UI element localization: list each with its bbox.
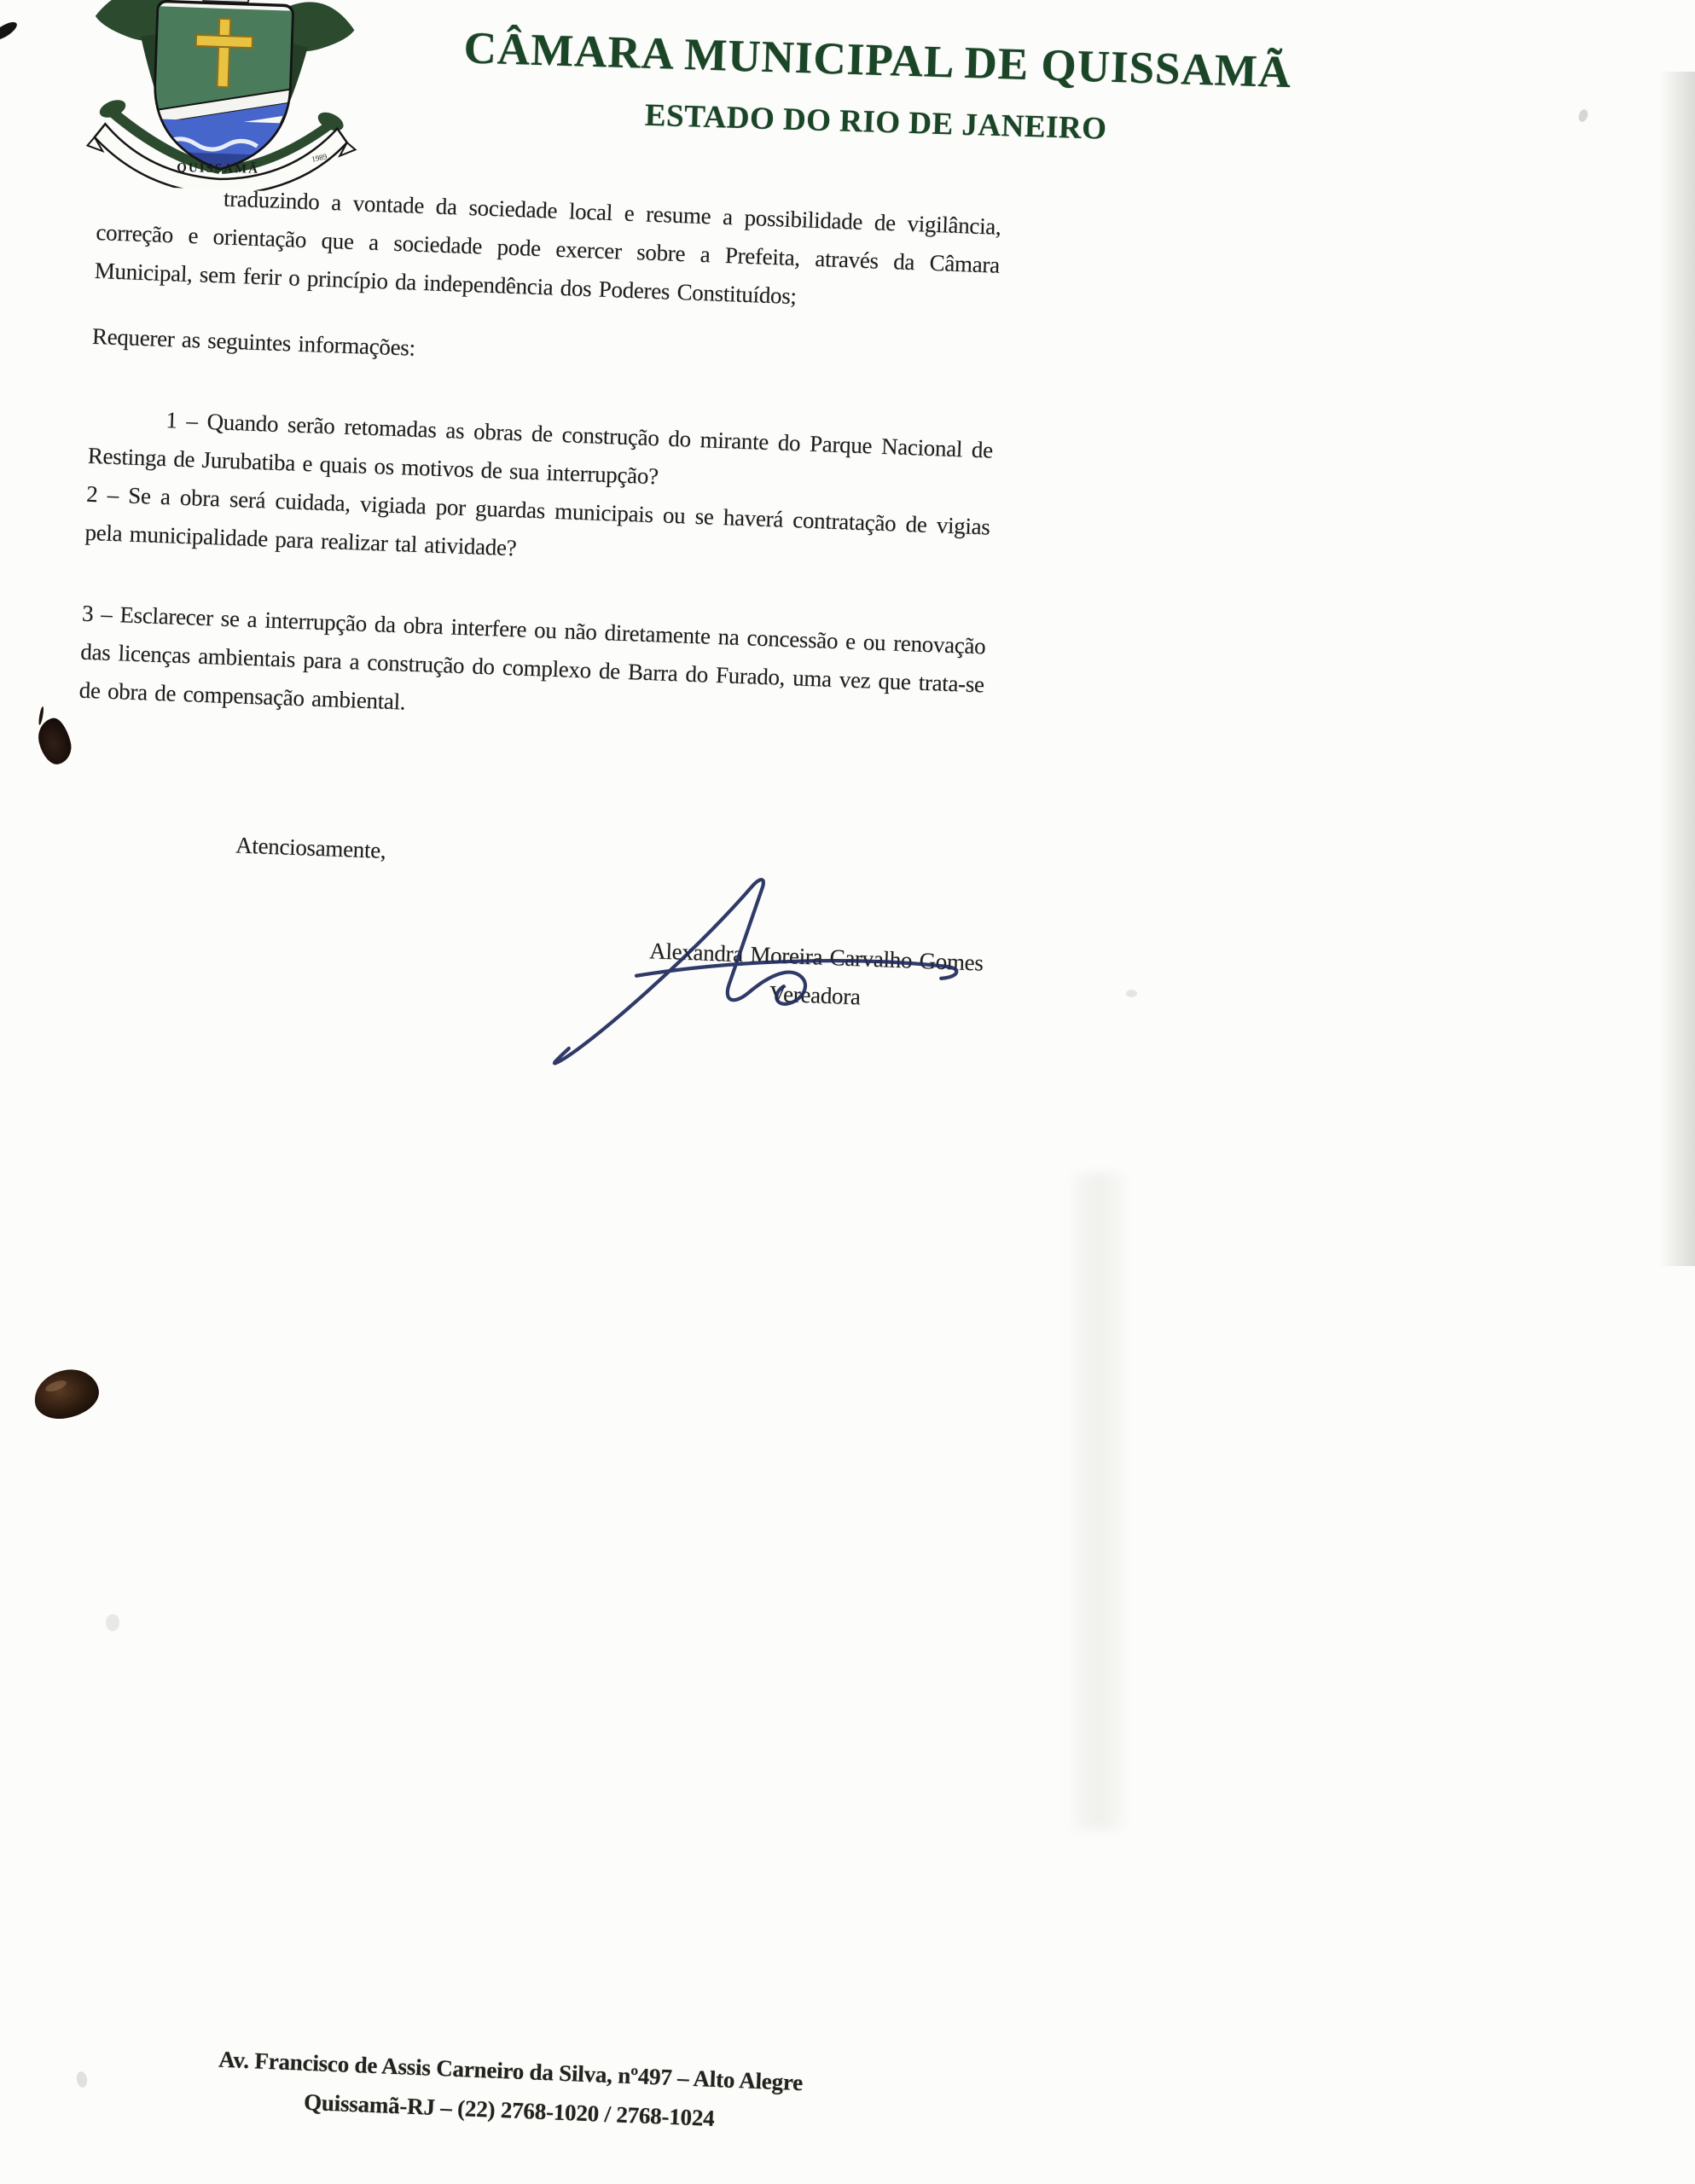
letter-body: [68, 175, 1001, 1020]
org-name: CÂMARA MUNICIPAL DE QUISSAMÃ: [462, 23, 1292, 98]
signer-name: Alexandra Moreira Carvalho Gomes: [648, 938, 984, 976]
info-item-1: 1 – Quando serão retomadas as obras de construção do mirante do Parque Nacional de Restinga de Jurubatiba e quais os motivos de sua interrupção?: [87, 407, 994, 490]
state-name: ESTADO DO RIO DE JANEIRO: [644, 98, 1108, 148]
ink-blot-small: [34, 715, 75, 767]
info-item-3: 3 – Esclarecer se a interrupção da obra interfere ou não diretamente na concessão e ou renovação das licenças ambientais para a construção do complexo de Barra do Furado, uma vez que trata-se de obra de compensação ambiental.: [78, 600, 987, 715]
letter-footer: [116, 2036, 903, 2146]
scan-speck: [106, 1614, 119, 1631]
request-lead: Requerer as seguintes informações:: [91, 322, 416, 361]
crest-banner-text: QUISSAMÃ: [177, 161, 260, 177]
scan-speck: [1577, 108, 1589, 123]
scan-speck: [1126, 990, 1137, 997]
closing-salutation: Atenciosamente,: [235, 832, 386, 863]
letterhead: [363, 20, 1390, 156]
crest-banner-year: 1989: [311, 152, 328, 164]
footer-city-phone: Quissamã-RJ – (22) 2768-1020 / 2768-1024: [303, 2088, 716, 2132]
crest-cross: [218, 19, 231, 87]
footer-address: Av. Francisco de Assis Carneiro da Silva, nº497 – Alto Alegre: [218, 2046, 804, 2096]
info-item-2: 2 – Se a obra será cuidada, vigiada por guardas municipais ou se haverá contratação de vigias pela municipalidade para realizar tal atividade?: [84, 480, 991, 561]
signature-block: [542, 928, 1090, 1025]
scan-shadow-right-edge: [1659, 72, 1695, 1266]
intro-paragraph: traduzindo a vontade da sociedade local e resume a possibilidade de vigilância, correção e orientação que a sociedade pode exercer sobre a Prefeita, através da Câmara Municipal, sem ferir o princípio da independência dos Poderes Constituídos;: [94, 185, 1002, 310]
scan-shadow-band: [1073, 1173, 1124, 1830]
ink-blot-large: [31, 1366, 102, 1422]
scan-speck: [75, 2071, 88, 2088]
signer-title: Vereadora: [769, 980, 862, 1010]
scan-edge-mark: [0, 19, 20, 44]
municipal-coat-of-arms: [82, 0, 363, 195]
